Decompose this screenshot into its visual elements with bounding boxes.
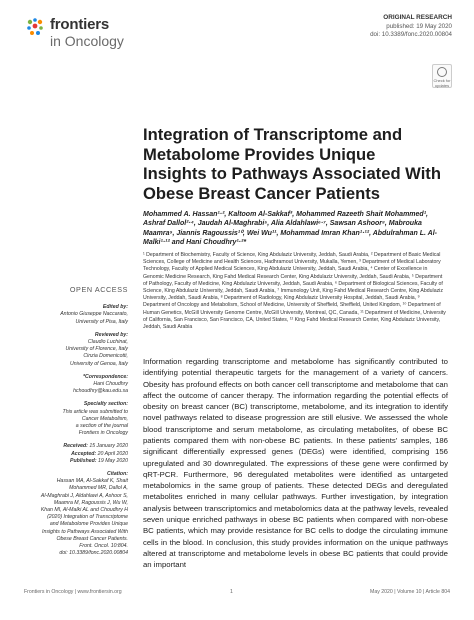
citation-line: and Metabolome Provides Unique xyxy=(49,521,128,528)
page-number: 1 xyxy=(230,589,233,595)
reviewer-name: Claudio Luchinat, xyxy=(87,339,128,346)
correspondence-heading: *Correspondence: xyxy=(83,373,128,380)
logo-journal: in Oncology xyxy=(50,33,124,49)
citation-heading: Citation: xyxy=(106,471,128,478)
published-date: published: 19 May 2020 xyxy=(386,22,452,30)
check-updates-icon xyxy=(437,67,447,77)
citation-line: Maamra M, Ragoussis J, Wu W, xyxy=(53,499,128,506)
citation-line: Obese Breast Cancer Patients. xyxy=(56,535,128,542)
accepted-label: Accepted: xyxy=(71,450,97,457)
citation-line: (2020) Integration of Transcriptome xyxy=(47,514,128,521)
article-sidebar xyxy=(24,286,128,558)
article-type: ORIGINAL RESEARCH xyxy=(383,14,452,21)
editor-affiliation: University of Pisa, Italy xyxy=(75,318,128,325)
doi-link[interactable]: doi: 10.3389/fonc.2020.00804 xyxy=(370,31,452,39)
editor-name: Antonio Giuseppe Naccarato, xyxy=(60,311,128,318)
correspondent-email[interactable]: hchoudhry@kau.edu.sa xyxy=(73,388,128,395)
citation-doi[interactable]: doi: 10.3389/fonc.2020.00804 xyxy=(59,550,128,557)
frontiers-logo-icon xyxy=(24,16,46,38)
abstract-text: Information regarding transcriptome and metabolome has significantly contributed to identifying potential therapeutic targets for the management of a variety of cancers. Obesity has profound effects on both cancer cell transcriptome and metabolome that can affect the outcome of cancer therapy. The information regarding the potential effects of obesity on breast cancer (BC) transcriptome, metabolome, and its integration to identify novel pathways related to disease progression are still elusive. We assessed the whole blood transcriptome and serum metabolome, as circulating metabolites, of obese BC patients compared them with non-obese BC patients. In these patients' samples, 186 significant differentially expressed genes (DEGs) were identified, comprising 156 upregulated and 30 downregulated. The expressions of these gene were confirmed by qRT-PCR. Furthermore, 96 deregulated metabolites were identified as untargeted metabolomics in the same group of patients. These detected DEGs and deregulated metabolites enriched in many cellular pathways. Further investigation, by integration analysis between transcriptomics and metabolomics data at the pathway levels, revealed seven unique enriched pathways in obese BC patients when compared with non-obese BC patients, which may provide resistance for BC cells to dodge the circulating immune cells in the blood. In conclusion, this study provides information on the unique pathways altered at transcriptome and metabolome levels in obese BC patients that could provide an important xyxy=(143,357,448,570)
reviewer-name: Cinzia Domenicotti, xyxy=(83,353,128,360)
specialty-line: Cancer Metabolism, xyxy=(81,415,128,422)
reviewed-by-heading: Reviewed by: xyxy=(94,331,128,338)
footer-volume: May 2020 | Volume 10 | Article 804 xyxy=(370,589,450,595)
check-for-updates-button[interactable] xyxy=(432,64,452,88)
citation-line: Front. Oncol. 10:804. xyxy=(79,543,128,550)
accepted-date xyxy=(24,451,128,458)
accepted-value: 20 April 2020 xyxy=(97,450,128,457)
citation-line: Al-Maghrabi J, Aldahlawi A, Ashoor S, xyxy=(40,492,128,499)
published-label: Published: xyxy=(70,457,97,464)
journal-logo xyxy=(24,14,164,50)
reviewer-affiliation: University of Florence, Italy xyxy=(65,346,128,353)
received-value: 15 January 2020 xyxy=(89,443,128,450)
open-access-label: OPEN ACCESS xyxy=(69,285,128,294)
reviewer-affiliation: University of Genoa, Italy xyxy=(70,360,128,367)
citation-line: Insights to Pathways Associated With xyxy=(42,528,128,535)
received-date xyxy=(24,443,128,450)
footer-journal-link[interactable]: Frontiers in Oncology | www.frontiersin.org xyxy=(24,589,122,595)
article-title: Integration of Transcriptome and Metabolome Provides Unique Insights to Pathways Associated With Obese Breast Cancer Patients xyxy=(143,125,441,203)
correspondent-name: Hani Choudhry xyxy=(93,381,128,388)
specialty-line: a section of the journal xyxy=(75,423,128,430)
logo-name: frontiers xyxy=(50,16,110,33)
specialty-line: Frontiers in Oncology xyxy=(78,430,128,437)
published-value: 19 May 2020 xyxy=(98,457,128,464)
citation-line: Hassan MA, Al-Sakkaf K, Shait xyxy=(56,478,128,485)
citation-line: Khan MI, Al-Malki AL and Choudhry H xyxy=(40,507,128,514)
specialty-heading: Specialty section: xyxy=(83,401,128,408)
citation-line: Mohammed MR, Dallol A, xyxy=(69,485,128,492)
check-updates-label: Check for updates xyxy=(433,78,451,88)
specialty-line: This article was submitted to xyxy=(62,408,128,415)
received-label: Received: xyxy=(63,443,88,450)
article-meta xyxy=(370,14,452,40)
author-list: Mohammed A. Hassan¹·², Kaltoom Al-Sakkaf³, Mohammed Razeeth Shait Mohammed¹, Ashraf Dallol²·⁴, Jaudah Al-Maghrabi⁵, Alia Aldahlawi⁶·⁷, Sawsan Ashoor⁸, Mabrouka Maamra⁹, Jiannis Ragoussis¹⁰, Wei Wu¹¹, Mohammad Imran Khan¹·¹², Abdulrahman L. Al-Malki¹·¹² and Hani Choudhry¹·²* xyxy=(143,211,437,247)
affiliations: ¹ Department of Biochemistry, Faculty of Science, King Abdulaziz University, Jeddah, Saudi Arabia, ² Department of Basic Medical Sciences, College of Medicine and Health Sciences, Hadhramout University, Mukalla, Yemen, ³ Department of Medical Laboratory Technology, Faculty of Applied Medical Sciences, King Abdulaziz University, Jeddah, Saudi Arabia, ⁴ Center of Excellence in Genomic Medicine Research, King Fahd Medical Research Center, King Abdulaziz University, Jeddah, Saudi Arabia, ⁵ Department of Pathology, Faculty of Medicine, King Abdulaziz University, Jeddah, Saudi Arabia, ⁶ Department of Biological Sciences, Faculty of Science, King Abdulaziz University, Jeddah, Saudi Arabia, ⁷ Immunology Unit, King Fahd Medical Research Centre, King Abdulaziz University, Jeddah, Saudi Arabia, ⁸ Department of Radiology, King Abdulaziz University Hospital, Jeddah, Saudi Arabia, ⁹ Department of Oncology and Metabolism, School of Medicine, University of Sheffield, Sheffield, United Kingdom, ¹⁰ Department of Human Genetics, McGill University Genome Centre, McGill University, Montreal, QC, Canada, ¹¹ Department of Medicine, University of California, San Francisco, San Francisco, CA, United States, ¹² King Fahd Medical Research Center, King Abdulaziz University, Jeddah, Saudi Arabia xyxy=(143,252,446,331)
published-date-sidebar xyxy=(24,458,128,465)
edited-by-heading: Edited by: xyxy=(102,304,128,311)
